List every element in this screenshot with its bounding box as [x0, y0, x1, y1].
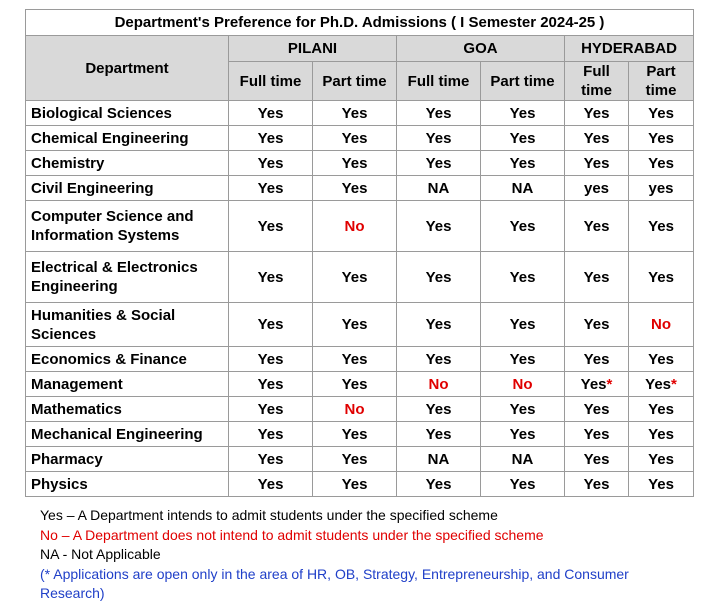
department-name: Biological Sciences: [26, 101, 229, 126]
goa-full-cell: Yes: [397, 347, 481, 372]
hyd-part-cell: Yes*: [629, 372, 694, 397]
table-row: [26, 422, 694, 447]
department-name: Mathematics: [26, 397, 229, 422]
hyd-part-cell: Yes: [629, 472, 694, 497]
hyd-full-cell: Yes: [565, 101, 629, 126]
admissions-table: [25, 9, 694, 497]
pilani-part-cell: Yes: [313, 151, 397, 176]
hyd-full-cell: Yes: [565, 422, 629, 447]
table-row: [26, 101, 694, 126]
hyd-part-cell: Yes: [629, 347, 694, 372]
pilani-part-cell: Yes: [313, 422, 397, 447]
department-name: Chemical Engineering: [26, 126, 229, 151]
hyd-full-cell: Yes: [565, 347, 629, 372]
hyd-full-cell: Yes: [565, 303, 629, 347]
table-row: [26, 176, 694, 201]
goa-full-cell: Yes: [397, 397, 481, 422]
pilani-part-cell: Yes: [313, 101, 397, 126]
hyd-full-cell: Yes: [565, 252, 629, 303]
hyd-part-cell: yes: [629, 176, 694, 201]
pilani-part-cell: Yes: [313, 472, 397, 497]
pilani-full-cell: Yes: [229, 126, 313, 151]
pilani-part-cell: Yes: [313, 252, 397, 303]
table-row: [26, 151, 694, 176]
table-row: [26, 397, 694, 422]
goa-part-cell: NA: [481, 447, 565, 472]
department-name: Chemistry: [26, 151, 229, 176]
department-name: Management: [26, 372, 229, 397]
hyd-part-cell: Yes: [629, 397, 694, 422]
pilani-part-cell: Yes: [313, 176, 397, 201]
table-row: [26, 252, 694, 303]
pilani-part-cell: Yes: [313, 447, 397, 472]
hyd-full-cell: Yes: [565, 126, 629, 151]
campus-hyderabad-header: HYDERABAD: [565, 36, 694, 62]
hyd-full-cell: yes: [565, 176, 629, 201]
table-row: [26, 201, 694, 252]
hyderabad-part-time-header: Part time: [629, 62, 694, 101]
hyd-full-cell: Yes: [565, 397, 629, 422]
department-name: Pharmacy: [26, 447, 229, 472]
legend-yes: Yes – A Department intends to admit students under the specified scheme: [40, 507, 498, 523]
hyderabad-full-time-header: Full time: [565, 62, 629, 101]
pilani-full-cell: Yes: [229, 201, 313, 252]
goa-full-cell: Yes: [397, 201, 481, 252]
table-row: [26, 472, 694, 497]
pilani-full-cell: Yes: [229, 176, 313, 201]
hyd-full-cell: Yes*: [565, 372, 629, 397]
hyd-full-cell: Yes: [565, 151, 629, 176]
campus-goa-header: GOA: [397, 36, 565, 62]
pilani-full-cell: Yes: [229, 422, 313, 447]
pilani-part-cell: Yes: [313, 303, 397, 347]
table-row: [26, 303, 694, 347]
hyd-part-cell: Yes: [629, 126, 694, 151]
legend-no: No – A Department does not intend to admit students under the specified scheme: [40, 526, 544, 543]
goa-part-cell: Yes: [481, 201, 565, 252]
campus-pilani-header: PILANI: [229, 36, 397, 62]
department-name: Humanities & Social Sciences: [26, 303, 229, 347]
goa-full-cell: No: [397, 372, 481, 397]
pilani-part-cell: No: [313, 397, 397, 422]
hyd-full-cell: Yes: [565, 472, 629, 497]
hyd-part-cell: Yes: [629, 101, 694, 126]
goa-full-cell: Yes: [397, 151, 481, 176]
pilani-part-cell: Yes: [313, 347, 397, 372]
pilani-part-cell: Yes: [313, 372, 397, 397]
department-header: Department: [26, 36, 229, 101]
goa-part-cell: Yes: [481, 472, 565, 497]
pilani-full-cell: Yes: [229, 303, 313, 347]
goa-full-cell: NA: [397, 447, 481, 472]
hyd-part-cell: No: [629, 303, 694, 347]
hyd-part-cell: Yes: [629, 447, 694, 472]
hyd-part-cell: Yes: [629, 422, 694, 447]
hyd-full-cell: Yes: [565, 201, 629, 252]
goa-part-cell: Yes: [481, 101, 565, 126]
legend-note-line1: (* Applications are open only in the area of HR, OB, Strategy, Entrepreneurship, and Consumer: [40, 565, 629, 582]
pilani-full-cell: Yes: [229, 252, 313, 303]
hyd-part-cell: Yes: [629, 252, 694, 303]
department-name: Civil Engineering: [26, 176, 229, 201]
goa-part-cell: Yes: [481, 252, 565, 303]
goa-full-cell: Yes: [397, 252, 481, 303]
goa-full-cell: Yes: [397, 422, 481, 447]
goa-part-cell: Yes: [481, 347, 565, 372]
department-name: Computer Science and Information Systems: [26, 201, 229, 252]
pilani-part-cell: Yes: [313, 126, 397, 151]
goa-part-cell: Yes: [481, 422, 565, 447]
department-name: Economics & Finance: [26, 347, 229, 372]
pilani-full-cell: Yes: [229, 472, 313, 497]
goa-part-cell: NA: [481, 176, 565, 201]
goa-full-cell: Yes: [397, 126, 481, 151]
hyd-full-cell: Yes: [565, 447, 629, 472]
goa-part-time-header: Part time: [481, 62, 565, 101]
pilani-full-cell: Yes: [229, 447, 313, 472]
goa-full-cell: NA: [397, 176, 481, 201]
goa-full-time-header: Full time: [397, 62, 481, 101]
goa-part-cell: Yes: [481, 151, 565, 176]
pilani-full-cell: Yes: [229, 397, 313, 422]
goa-full-cell: Yes: [397, 303, 481, 347]
goa-part-cell: Yes: [481, 303, 565, 347]
pilani-full-cell: Yes: [229, 101, 313, 126]
goa-part-cell: Yes: [481, 126, 565, 151]
legend: [40, 506, 629, 604]
department-name: Electrical & Electronics Engineering: [26, 252, 229, 303]
table-row: [26, 126, 694, 151]
table-title: Department's Preference for Ph.D. Admissions ( I Semester 2024-25 ): [26, 10, 694, 36]
table-row: [26, 372, 694, 397]
department-name: Mechanical Engineering: [26, 422, 229, 447]
legend-na: NA - Not Applicable: [40, 546, 161, 562]
hyd-part-cell: Yes: [629, 201, 694, 252]
goa-full-cell: Yes: [397, 101, 481, 126]
department-name: Physics: [26, 472, 229, 497]
table-row: [26, 347, 694, 372]
goa-part-cell: Yes: [481, 397, 565, 422]
goa-full-cell: Yes: [397, 472, 481, 497]
pilani-part-cell: No: [313, 201, 397, 252]
pilani-full-time-header: Full time: [229, 62, 313, 101]
pilani-full-cell: Yes: [229, 151, 313, 176]
pilani-part-time-header: Part time: [313, 62, 397, 101]
pilani-full-cell: Yes: [229, 347, 313, 372]
goa-part-cell: No: [481, 372, 565, 397]
hyd-part-cell: Yes: [629, 151, 694, 176]
legend-note-line2: Research): [40, 585, 105, 601]
pilani-full-cell: Yes: [229, 372, 313, 397]
table-row: [26, 447, 694, 472]
